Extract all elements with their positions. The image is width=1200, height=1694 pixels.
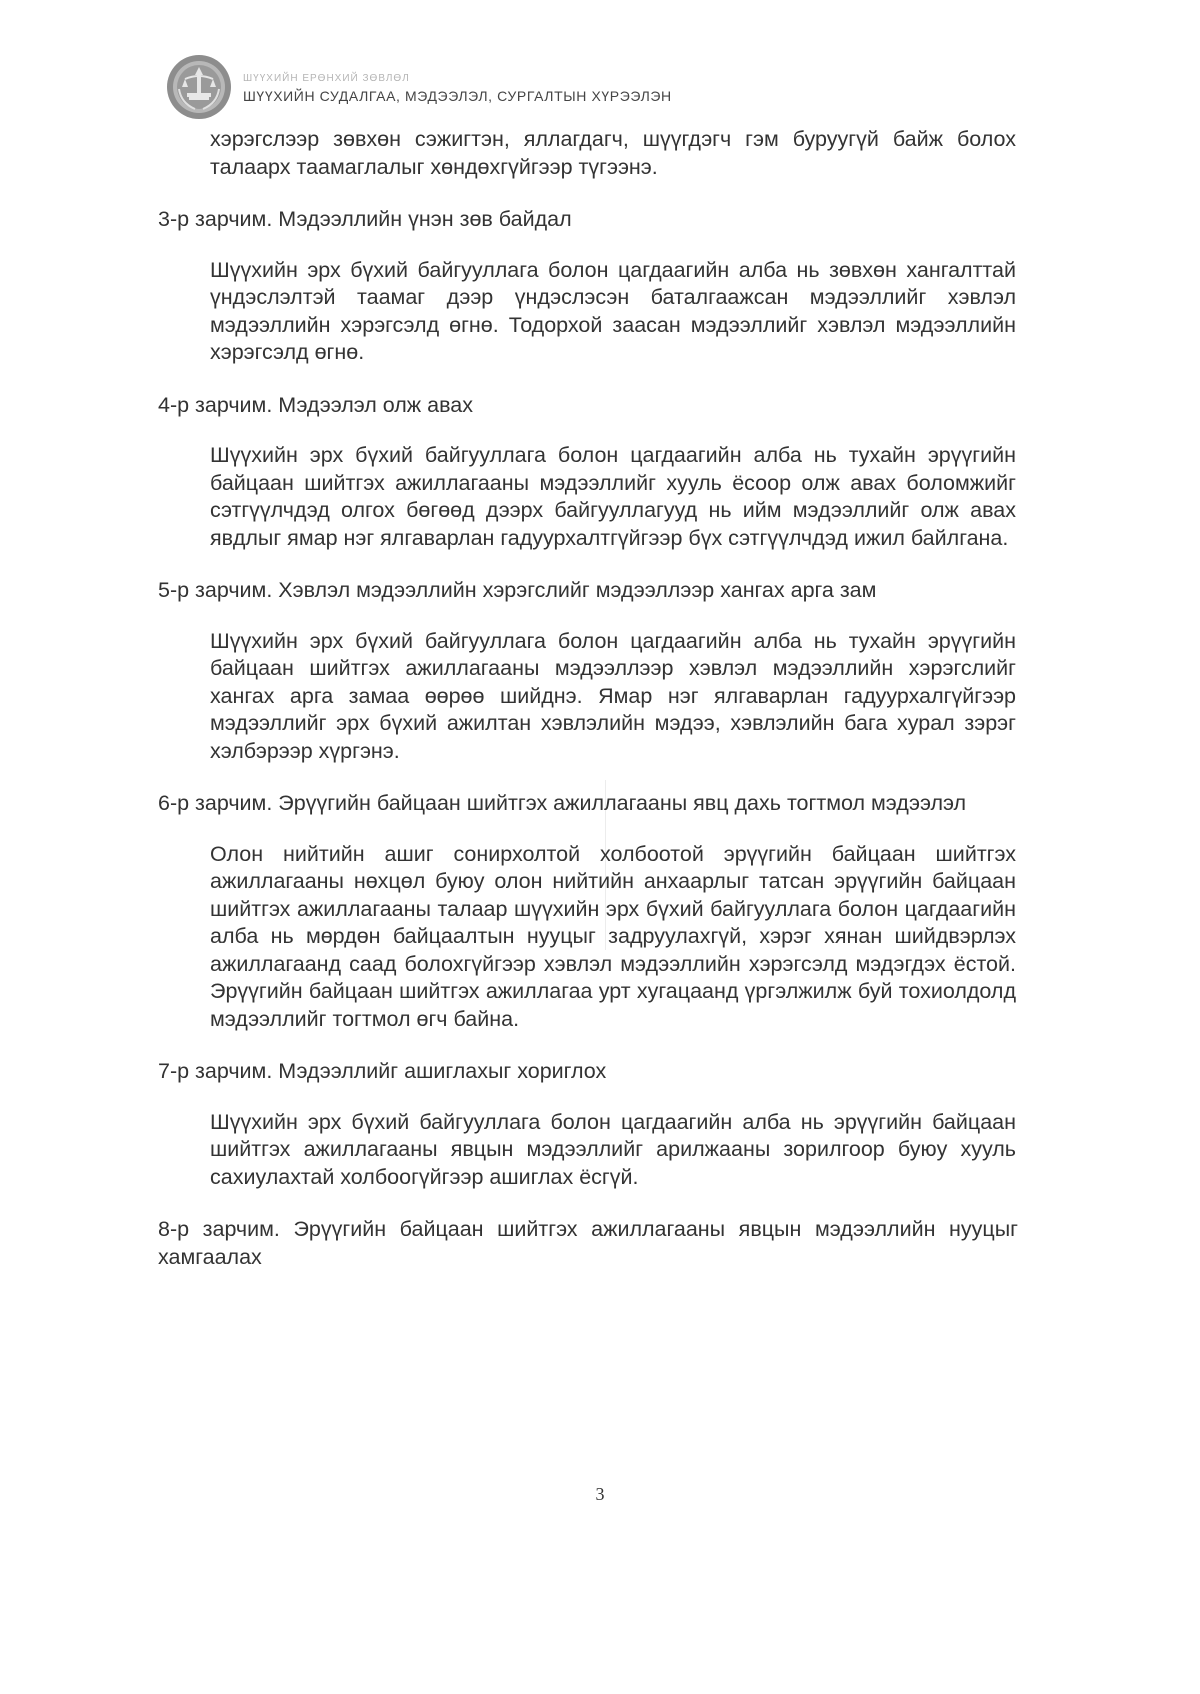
intro-continuation-paragraph: хэрэгслээр зөвхөн сэжигтэн, яллагдагч, шүүгдэгч гэм буруугүй байж болох талаарх таамаглалыг хөндөхгүйгээр түгээнэ. (210, 127, 1016, 179)
header-org-name: ШҮҮХИЙН ЕРӨНХИЙ ЗӨВЛӨЛ (243, 73, 410, 84)
principle-5-text: Шүүхийн эрх бүхий байгууллага болон цагдаагийн алба нь тухайн эрүүгийн байцаан шийтгэх ажиллагааны мэдээллээр хэвлэл мэдээллийн хэрэгслийг хангах арга замаа өөрөө шийднэ. Ямар нэг ялгаварлан гадуурхалгүйгээр мэдээллийг эрх бүхий ажилтан хэвлэлийн мэдээ, хэвлэлийн бага хурал зэрэг хэлбэрээр хүргэнэ. (210, 628, 1016, 763)
principle-8-heading: 8-р зарчим. Эрүүгийн байцаан шийтгэх ажиллагааны явцын мэдээллийн нууцыг хамгаалах (158, 1217, 1018, 1269)
principle-6-heading: 6-р зарчим. Эрүүгийн байцаан шийтгэх ажиллагааны явц дахь тогтмол мэдээлэл (158, 791, 967, 815)
header-text (243, 73, 672, 105)
principle-3-heading: 3-р зарчим. Мэдээллийн үнэн зөв байдал (158, 207, 572, 231)
document-body (158, 126, 1018, 1271)
principle-3-text: Шүүхийн эрх бүхий байгууллага болон цагдаагийн алба нь зөвхөн хангалттай үндэслэлтэй таамаг дээр үндэслэсэн баталгаажсан мэдээллийг хэвлэл мэдээллийн хэрэгсэлд өгнө. Тодорхой заасан мэдээллийг хэвлэл мэдээллийн хэрэгсэлд өгнө. (210, 257, 1016, 364)
principle-4-heading: 4-р зарчим. Мэдээлэл олж авах (158, 392, 473, 417)
court-seal-icon (165, 53, 233, 121)
header-institute-name: ШҮҮХИЙН СУДАЛГАА, МЭДЭЭЛЭЛ, СУРГАЛТЫН ХҮРЭЭЛЭН (243, 88, 672, 104)
principle-4-text: Шүүхийн эрх бүхий байгууллага болон цагдаагийн алба нь тухайн эрүүгийн байцаан шийтгэх ажиллагааны мэдээллийг хууль ёсоор олж авах боломжийг сэтгүүлчдэд олгох бөгөөд дээрх байгууллагууд нь ийм мэдээллийг олж авах явдлыг ямар нэг ялгаварлан гадуурхалтгүйгээр бүх сэтгүүлчдэд ижил байлгана. (210, 443, 1016, 550)
principle-6-text: Олон нийтийн ашиг сонирхолтой холбоотой эрүүгийн байцаан шийтгэх ажиллагааны нөхцөл буюу олон нийтийн анхаарлыг татсан эрүүгийн байцаан шийтгэх ажиллагааны талаар шүүхийн эрх бүхий байгууллага болон цагдаагийн алба нь мөрдөн байцаалтын нууцыг задруулахгүй, хэрэг хянан шийдвэрлэх ажиллагаанд саад болохгүйгээр хэвлэл мэдээллийн хэрэгсэлд мэдэгдэх ёстой. Эрүүгийн байцаан шийтгэх ажиллагаа урт хугацаанд үргэлжилж буй тохиолдолд мэдээллийг тогтмол өгч байна. (210, 841, 1016, 1031)
principle-5-heading: 5-р зарчим. Хэвлэл мэдээллийн хэрэгслийг мэдээллээр хангах арга зам (158, 578, 877, 602)
principle-7-text: Шүүхийн эрх бүхий байгууллага болон цагдаагийн алба нь эрүүгийн байцаан шийтгэх ажиллагааны явцын мэдээллийг арилжааны зорилгоор буюу хууль сахиулахтай холбоогүйгээр ашиглах ёсгүй. (210, 1109, 1016, 1189)
page-number: 3 (595, 1484, 605, 1504)
principle-7-heading: 7-р зарчим. Мэдээллийг ашиглахыг хориглох (158, 1059, 607, 1083)
document-header (165, 52, 672, 122)
